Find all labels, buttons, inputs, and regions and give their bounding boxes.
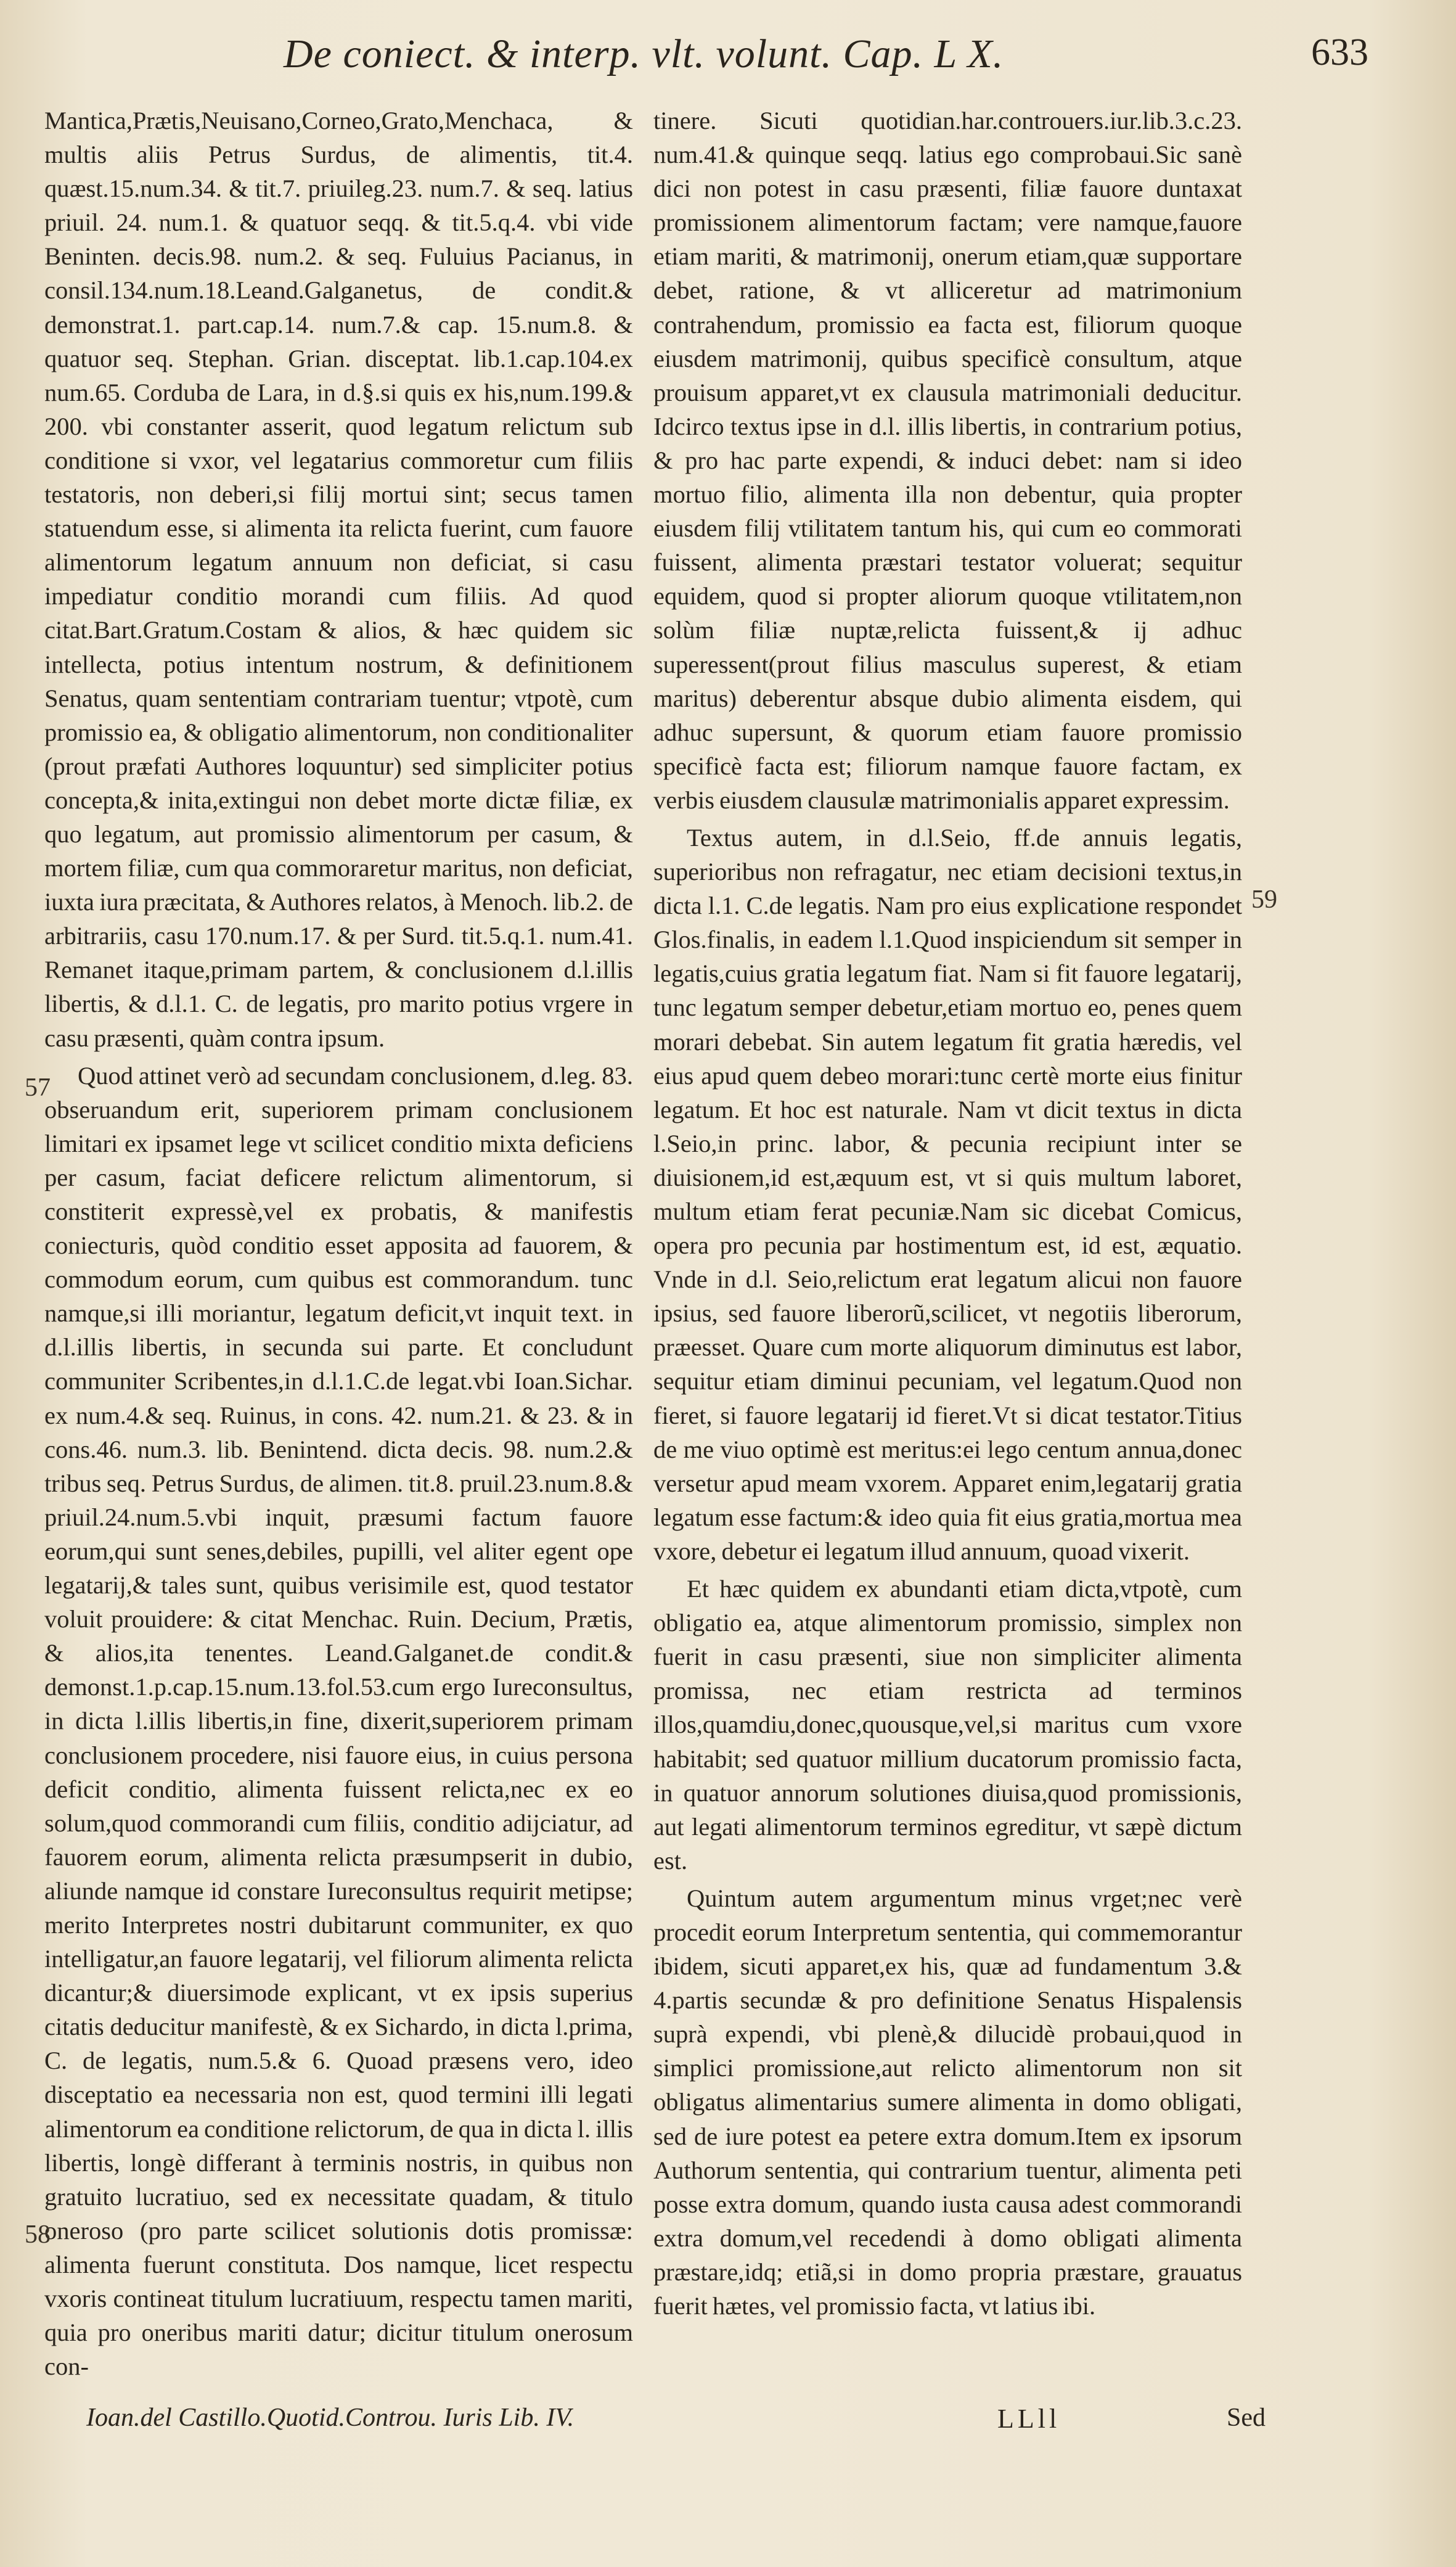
running-title: De coniect. & interp. vlt. volunt. Cap. L X. <box>284 31 1004 76</box>
catchword: Sed <box>1227 2404 1266 2432</box>
margin-number-59: 59 <box>1251 885 1277 914</box>
page-number: 633 <box>1311 31 1368 73</box>
right-paragraph-3: Et hæc quidem ex abundanti etiam dicta,vtpotè, cum obligatio ea, atque alimentorum promissio, simplex non fuerit in casu præsenti, siue non simpliciter alimenta promissa, nec etiam restricta ad terminos illos,quamdiu,donec,quousque,vel,si maritus cum vxore habitabit; sed quatuor millium ducatorum promissio facta, in quatuor annorum solutiones diuisa,quod promissionis, aut legati alimentorum terminos egreditur, vt sæpè dictum est. <box>653 1575 1242 1875</box>
left-paragraph-2: Quod attinet verò ad secundam conclusionem, d.leg. 83. obseruandum erit, superiorem primam conclusionem limitari ex ipsamet lege vt scilicet conditio mixta deficiens per casum, faciat deficere relictum alimentorum, si constiterit expressè,vel ex probatis, & manifestis coniecturis, quòd conditio esset apposita ad fauorem, & commodum eorum, cum quibus est commorandum. tunc namque,si illi moriantur, legatum deficit,vt inquit text. in d.l.illis libertis, in secunda sui parte. Et concludunt communiter Scribentes,in d.l.1.C.de legat.vbi Ioan.Sichar. ex num.4.& seq. Ruinus, in cons. 42. num.21. & 23. & in cons.46. num.3. lib. Benintend. dicta decis. 98. num.2.& tribus seq. Petrus Surdus, de alimen. tit.8. pruil.23.num.8.& priuil.24.num.5.vbi inquit, præsumi factum fauore eorum,qui sunt senes,debiles, pupilli, vel aliter egent ope legatarij,& tales sunt, quibus verisimile est, quod testator voluit prouidere: & citat Menchac. Ruin. Decium, Prætis, & alios,ita tenentes. Leand.Galganet.de condit.& demonst.1.p.cap.15.num.13.fol.53.cum ergo Iureconsultus, in dicta l.illis libertis,in fine, dixerit,superiorem primam conclusionem procedere, nisi fauore eius, in cuius persona deficit conditio, alimenta fuissent relicta,nec ex eo solum,quod commorandi cum filiis, conditio adijciatur, ad fauorem eorum, alimenta relicta præsumpserit in dubio, aliunde namque id constare Iureconsultus requirit metipse; merito Interpretes nostri dubitarunt communiter, ex quo intelligatur,an fauore legatarij, vel filiorum alimenta relicta dicantur;& diuersimode explicant, vt ex ipsis superius citatis deducitur manifestè, & ex Sichardo, in dicta l.prima, C. de legatis, num.5.& 6. Quoad præsens vero, ideo disceptatio ea necessaria non est, quod termini illi legati alimentorum ea conditione relictorum, de qua in dicta l. illis libertis, longè differant à terminis nostris, in quibus non gratuito lucratiuo, sed ex necessitate quadam, & titulo oneroso (pro parte scilicet solutionis dotis promissæ: alimenta fuerunt constituta. Dos namque, licet respectu vxoris contineat titulum lucratiuum, respectu tamen mariti, quia pro oneribus mariti datur; dicitur titulum onerosum con- <box>44 1061 633 2381</box>
footer-author-line: Ioan.del Castillo.Quotid.Controu. Iuris Lib. IV. <box>86 2404 575 2432</box>
left-paragraph-1: Mantica,Prætis,Neuisano,Corneo,Grato,Menchaca, & multis aliis Petrus Surdus, de alimentis, tit.4. quæst.15.num.34. & tit.7. priuileg.23. num.7. & seq. latius priuil. 24. num.1. & quatuor seqq. & tit.5.q.4. vbi vide Beninten. decis.98. num.2. & seq. Fuluius Pacianus, in consil.134.num.18.Leand.Galganetus, de condit.& demonstrat.1. part.cap.14. num.7.& cap. 15.num.8. & quatuor seq. Stephan. Grian. disceptat. lib.1.cap.104.ex num.65. Corduba de Lara, in d.§.si quis ex his,num.199.& 200. vbi constanter asserit, quod legatum relictum sub conditione si vxor, vel legatarius commoretur cum filiis testatoris, non deberi,si filij mortui sint; secus tamen statuendum esse, si alimenta ita relicta fuerint, cum fauore alimentorum legatum annuum non deficiat, si casu impediatur conditio morandi cum filiis. Ad quod citat.Bart.Gratum.Costam & alios, & hæc quidem sic intellecta, potius intentum nostrum, & definitionem Senatus, quam sententiam contrariam tuentur; vtpotè, cum promissio ea, & obligatio alimentorum, non conditionaliter (prout præfati Authores loquuntur) sed simpliciter potius concepta,& inita,extingui non debet morte dictæ filiæ, ex quo legatum, aut promissio alimentorum per casum, & mortem filiæ, cum qua commoraretur maritus, non deficiat, iuxta iura præcitata, & Authores relatos, à Menoch. lib.2. de arbitrariis, casu 170.num.17. & per Surd. tit.5.q.1. num.41. Remanet itaque,primam partem, & conclusionem d.l.illis libertis, & d.l.1. C. de legatis, pro marito potius vrgere in casu præsenti, quàm contra ipsum. <box>44 107 633 1052</box>
margin-number-58: 58 <box>25 2220 51 2249</box>
signature-mark: LLll <box>997 2404 1061 2434</box>
left-column <box>44 104 633 2383</box>
right-paragraph-4: Quintum autem argumentum minus vrget;nec verè procedit eorum Interpretum sententia, qui commemorantur ibidem, sicuti apparet,ex his, quæ ad fundamentum 3.& 4.partis secundæ & pro definitione Senatus Hispalensis suprà expendi, vbi plenè,& dilucidè probaui,quod in simplici promissione,aut relicto alimentorum non sit obligatus alimentarius sumere alimenta in domo obligati, sed de iure potest ea petere extra domum.Item ex ipsorum Authorum sententia, qui contrarium tuentur, alimenta peti posse extra domum, quando iusta causa adest commorandi extra domum,vel recedendi à domo obligati alimenta præstare,idq; etiã,si in domo propria præstare, grauatus fuerit hætes, vel promissio facta, vt latius ibi. <box>653 1884 1242 2320</box>
right-paragraph-2: Textus autem, in d.l.Seio, ff.de annuis legatis, superioribus non refragatur, nec etiam decisioni textus,in dicta l.1. C.de legatis. Nam pro eius explicatione respondet Glos.finalis, in eadem l.1.Quod inspiciendum sit semper in legatis,cuius gratia legatum fiat. Nam si fit fauore legatarij, tunc legatum semper debetur,etiam mortuo eo, penes quem morari debebat. Sin autem legatum fit gratia hæredis, vel eius apud quem debeo morari:tunc certè morte eius finitur legatum. Et hoc est naturale. Nam vt dicit textus in dicta l.Seio,in princ. labor, & pecunia recipiunt inter se diuisionem,id est,æquum est, vt si quis multum laboret, multum etiam ferat pecuniæ.Nam sic dicebat Comicus, opera pro pecunia par hostimentum est, id est, æquatio. Vnde in d.l. Seio,relictum erat legatum alicui non fauore ipsius, sed fauore liberorũ,scilicet, vt negotiis liberorum, præesset. Quare cum morte aliquorum diminutus est labor, sequitur etiam diminui pecuniam, vel legatum.Quod non fieret, si fauore legatarij id fieret.Vt si dicat testator.Titius de me viuo optimè est meritus:ei lego centum annua,donec versetur apud meam vxorem. Apparet enim,legatarij gratia legatum esse factum:& ideo quia fit eius gratia,mortua mea vxore, debetur ei legatum illud annuum, quoad vixerit. <box>653 823 1242 1565</box>
page-header <box>234 31 1368 99</box>
right-column <box>653 104 1242 2323</box>
margin-number-57: 57 <box>25 1074 51 1102</box>
right-paragraph-1: tinere. Sicuti quotidian.har.controuers.iur.lib.3.c.23. num.41.& quinque seqq. latius ego comprobaui.Sic sanè dici non potest in casu præsenti, filiæ fauore duntaxat promissionem alimentorum factam; vere namque,fauore etiam mariti, & matrimonij, onerum etiam,quæ supportare debet, ratione, & vt alliceretur ad matrimonium contrahendum, promissio ea facta est, filiorum quoque eiusdem matrimonij, quibus specificè consultum, atque prouisum apparet,vt ex clausula matrimoniali deducitur. Idcirco textus ipse in d.l. illis libertis, in contrarium potius, & pro hac parte expendi, & induci debet: nam si ideo mortuo filio, alimenta illa non debentur, quia propter eiusdem filij vtilitatem tantum his, qui cum eo commorati fuissent, alimenta præstari testator voluerat; sequitur equidem, quod si propter aliorum quoque vtilitatem,non solùm filiæ nuptæ,relicta fuissent,& ij adhuc superessent(prout filius masculus superest, & etiam maritus) deberentur absque dubio alimenta eisdem, qui adhuc supersunt, & quorum etiam fauore promissio specificè facta est; filiorum namque fauore factam, ex verbis eiusdem clausulæ matrimonialis apparet expressim. <box>653 107 1242 814</box>
